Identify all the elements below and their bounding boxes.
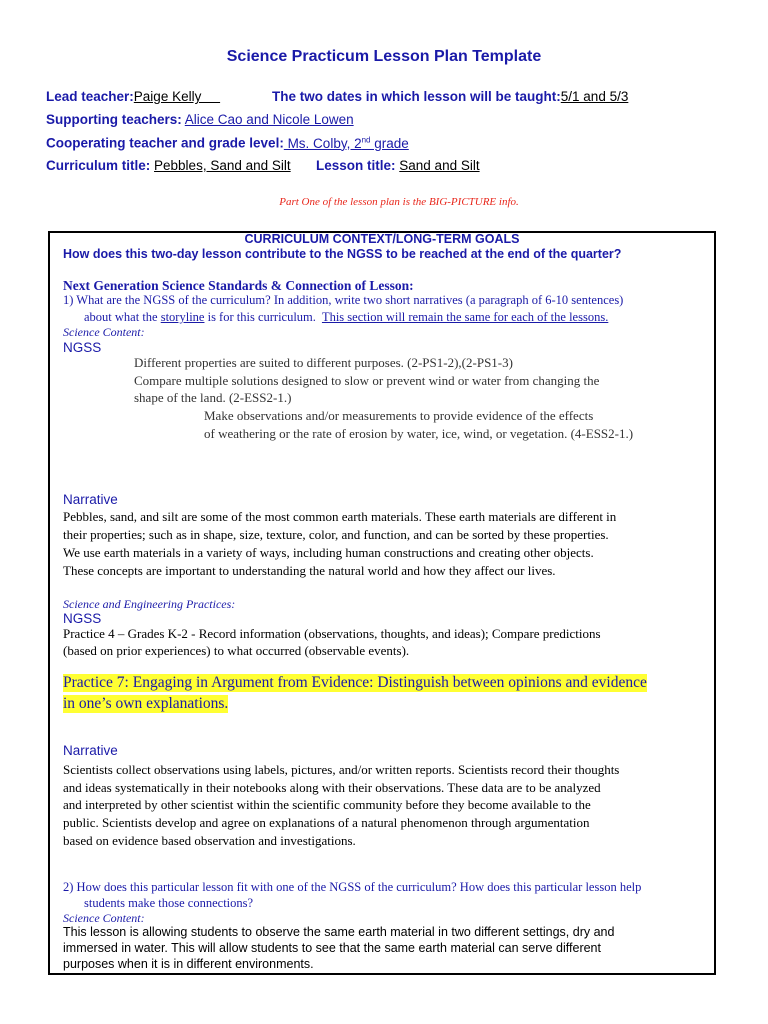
grade-superscript: nd: [361, 135, 371, 144]
standard-2-ess2-line-2: shape of the land. (2-ESS2-1.): [134, 390, 292, 405]
sep-label: Science and Engineering Practices:: [63, 597, 236, 611]
narrative-1-line: We use earth materials in a variety of ways, including human constructions and creating other objects.: [63, 545, 594, 560]
ngss-label: NGSS: [63, 340, 102, 355]
section-heading: CURRICULUM CONTEXT/LONG-TERM GOALS: [244, 232, 520, 246]
science-content-label: Science Content:: [63, 325, 145, 339]
lead-teacher-label: Lead teacher:: [46, 89, 134, 104]
curriculum-row: [46, 158, 291, 173]
lead-teacher-row: [46, 89, 220, 104]
standard-2-ess2-line-1: Compare multiple solutions designed to slow or prevent wind or water from changing the: [134, 373, 600, 388]
science-content-label-2: Science Content:: [63, 911, 145, 925]
lesson-text-line: This lesson is allowing students to observe the same earth material in two different settings, dry and: [63, 925, 615, 939]
curriculum-value: Pebbles, Sand and Silt: [154, 158, 291, 173]
section-question: How does this two-day lesson contribute to the NGSS to be reached at the end of the quarter?: [63, 247, 622, 261]
narrative-2-line: public. Scientists develop and agree on explanations of a natural phenomenon through argumentation: [63, 815, 590, 830]
practice-7-line-2: in one’s own explanations.: [63, 695, 229, 712]
lesson-label: Lesson title:: [316, 158, 396, 173]
standard-4-ess2-line-2: of weathering or the rate of erosion by water, ice, wind, or vegetation. (4-ESS2-1.): [204, 426, 634, 441]
lesson-text-line: immersed in water. This will allow students to see that the same earth material can serve different: [63, 941, 601, 955]
narrative-2-line: and ideas systematically in their notebooks along with their observations. These data are to be analyzed: [63, 780, 601, 795]
narrative-1-line: their properties; such as in shape, size, texture, color, and function, and can be sorted by these properties.: [63, 527, 609, 542]
lesson-row: [316, 158, 480, 173]
narrative-2-line: based on evidence based observation and investigations.: [63, 833, 356, 848]
narrative-1-line: These concepts are important to understanding the natural world and how they affect our lives.: [63, 563, 556, 578]
lesson-text-line: purposes when it is in different environments.: [63, 957, 314, 971]
standard-2-ps1: Different properties are suited to different purposes. (2-PS1-2),(2-PS1-3): [134, 355, 513, 370]
q1-text-mid: is for this curriculum.: [204, 310, 322, 324]
question-2-line-1: 2) How does this particular lesson fit with one of the NGSS of the curriculum? How does this particular lesson help: [63, 880, 642, 894]
narrative-2-line: and interpreted by other scientist within the scientific community before they become available to the: [63, 797, 591, 812]
question-1-line-1: 1) What are the NGSS of the curriculum? In addition, write two short narratives (a paragraph of 6-10 sentences): [63, 293, 624, 307]
cooperating-value: Ms. Colby, 2: [283, 135, 362, 151]
supporting-label: Supporting teachers:: [46, 112, 182, 127]
cooperating-label: Cooperating teacher and grade level:: [46, 135, 284, 151]
q1-note-underlined: This section will remain the same for each of the lessons.: [321, 310, 609, 324]
curriculum-label: Curriculum title:: [46, 158, 151, 173]
narrative-2-label: Narrative: [63, 743, 118, 758]
practice-4-line: (based on prior experiences) to what occurred (observable events).: [63, 643, 410, 658]
practice-7-line-1: Practice 7: Engaging in Argument from Evidence: Distinguish between opinions and evidence: [63, 674, 647, 691]
narrative-1-label: Narrative: [63, 492, 118, 507]
dates-row: [272, 89, 628, 104]
supporting-value: Alice Cao and Nicole Lowen: [184, 112, 354, 127]
dates-label: The two dates in which lesson will be taught:: [272, 89, 561, 104]
big-picture-note: Part One of the lesson plan is the BIG-PICTURE info.: [279, 196, 519, 208]
standard-4-ess2-line-1: Make observations and/or measurements to provide evidence of the effects: [204, 408, 594, 423]
narrative-1-line: Pebbles, sand, and silt are some of the most common earth materials. These earth materials are different in: [63, 509, 617, 524]
ngss-label-2: NGSS: [63, 611, 102, 626]
page-title: Science Practicum Lesson Plan Template: [226, 48, 542, 65]
lesson-value: Sand and Silt: [399, 158, 480, 173]
supporting-teachers-row: [46, 112, 354, 127]
practice-4-line: Practice 4 – Grades K-2 - Record information (observations, thoughts, and ideas); Compare predictions: [63, 626, 601, 641]
question-1-line-2: [84, 310, 608, 325]
storyline-link: storyline: [160, 310, 205, 324]
lead-teacher-value: Paige Kelly: [133, 89, 221, 104]
cooperating-teacher-row: [46, 135, 409, 151]
ngss-standards-heading: Next Generation Science Standards & Connection of Lesson:: [63, 278, 414, 293]
question-2-line-2: students make those connections?: [84, 896, 254, 910]
grade-word: grade: [370, 135, 409, 151]
narrative-2-line: Scientists collect observations using labels, pictures, and/or written reports. Scientists record their thoughts: [63, 762, 620, 777]
dates-value: 5/1 and 5/3: [560, 89, 629, 104]
q1-text: about what the: [84, 310, 161, 324]
